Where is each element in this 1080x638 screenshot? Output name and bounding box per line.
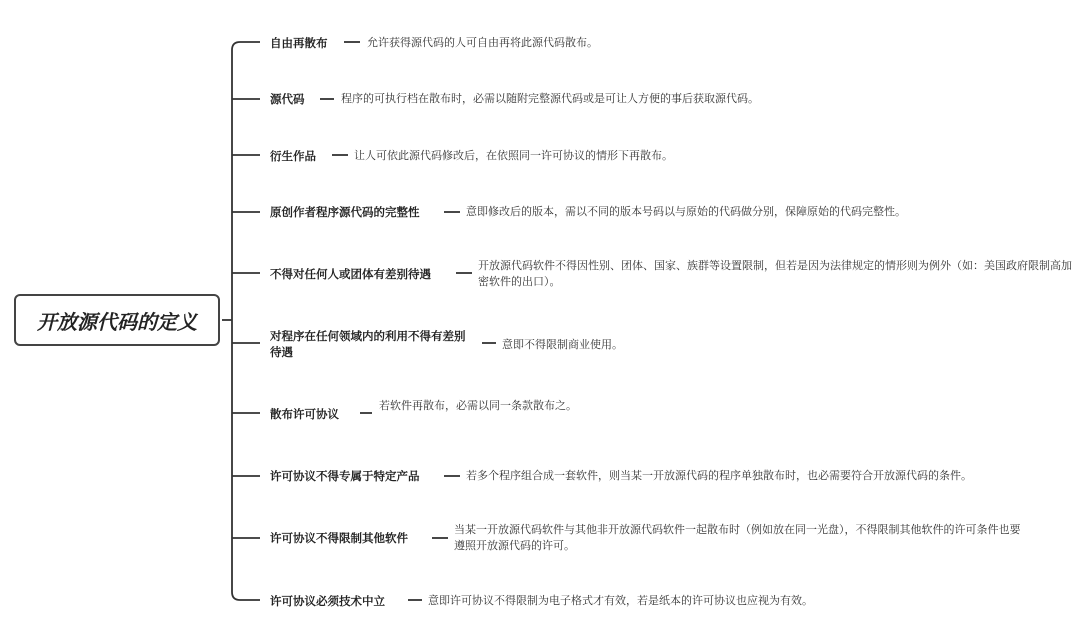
branch-desc-technology-neutral: 意即许可协议不得限制为电子格式才有效，若是纸本的许可协议也应视为有效。 [428, 594, 813, 607]
branch-topic-no-discrimination-fields[interactable]: 对程序在任何领域内的利用不得有差别待遇 [270, 329, 466, 359]
branch-topic-not-product-specific[interactable]: 许可协议不得专属于特定产品 [270, 469, 420, 483]
branch-topic-free-redistribution[interactable]: 自由再散布 [270, 36, 328, 50]
branch-topic-not-restrict-other-software[interactable]: 许可协议不得限制其他软件 [270, 531, 408, 545]
branch-topic-integrity[interactable]: 原创作者程序源代码的完整性 [270, 205, 420, 219]
branch-desc-derived-works: 让人可依此源代码修改后，在依照同一许可协议的情形下再散布。 [354, 149, 673, 162]
branch-desc-no-discrimination-persons: 开放源代码软件不得因性别、团体、国家、族群等设置限制，但若是因为法律规定的情形则为例外（如：美国政府限制高加密软件的出口）。 [478, 259, 1072, 288]
branch-topic-derived-works[interactable]: 衍生作品 [270, 149, 316, 163]
branch-desc-source-code: 程序的可执行档在散布时，必需以随附完整源代码或是可让人方便的事后获取源代码。 [341, 92, 759, 105]
branch-topic-source-code[interactable]: 源代码 [270, 92, 305, 106]
branch-desc-license-distribution: 若软件再散布，必需以同一条款散布之。 [379, 399, 577, 412]
branch-desc-no-discrimination-fields: 意即不得限制商业使用。 [502, 338, 623, 351]
branch-desc-not-product-specific: 若多个程序组合成一套软件，则当某一开放源代码的程序单独散布时，也必需要符合开放源代码的条件。 [466, 469, 972, 482]
branch-topic-no-discrimination-persons[interactable]: 不得对任何人或团体有差别待遇 [270, 267, 431, 281]
branch-desc-integrity: 意即修改后的版本，需以不同的版本号码以与原始的代码做分别，保障原始的代码完整性。 [466, 205, 906, 218]
branch-desc-not-restrict-other-software: 当某一开放源代码软件与其他非开放源代码软件一起散布时（例如放在同一光盘），不得限制其他软件的许可条件也要遵照开放源代码的许可。 [454, 523, 1021, 552]
branch-desc-free-redistribution: 允许获得源代码的人可自由再将此源代码散布。 [367, 36, 598, 49]
branch-topic-technology-neutral[interactable]: 许可协议必须技术中立 [270, 594, 385, 608]
branch-topic-license-distribution[interactable]: 散布许可协议 [270, 407, 339, 421]
root-node[interactable]: 开放源代码的定义 [14, 294, 220, 346]
